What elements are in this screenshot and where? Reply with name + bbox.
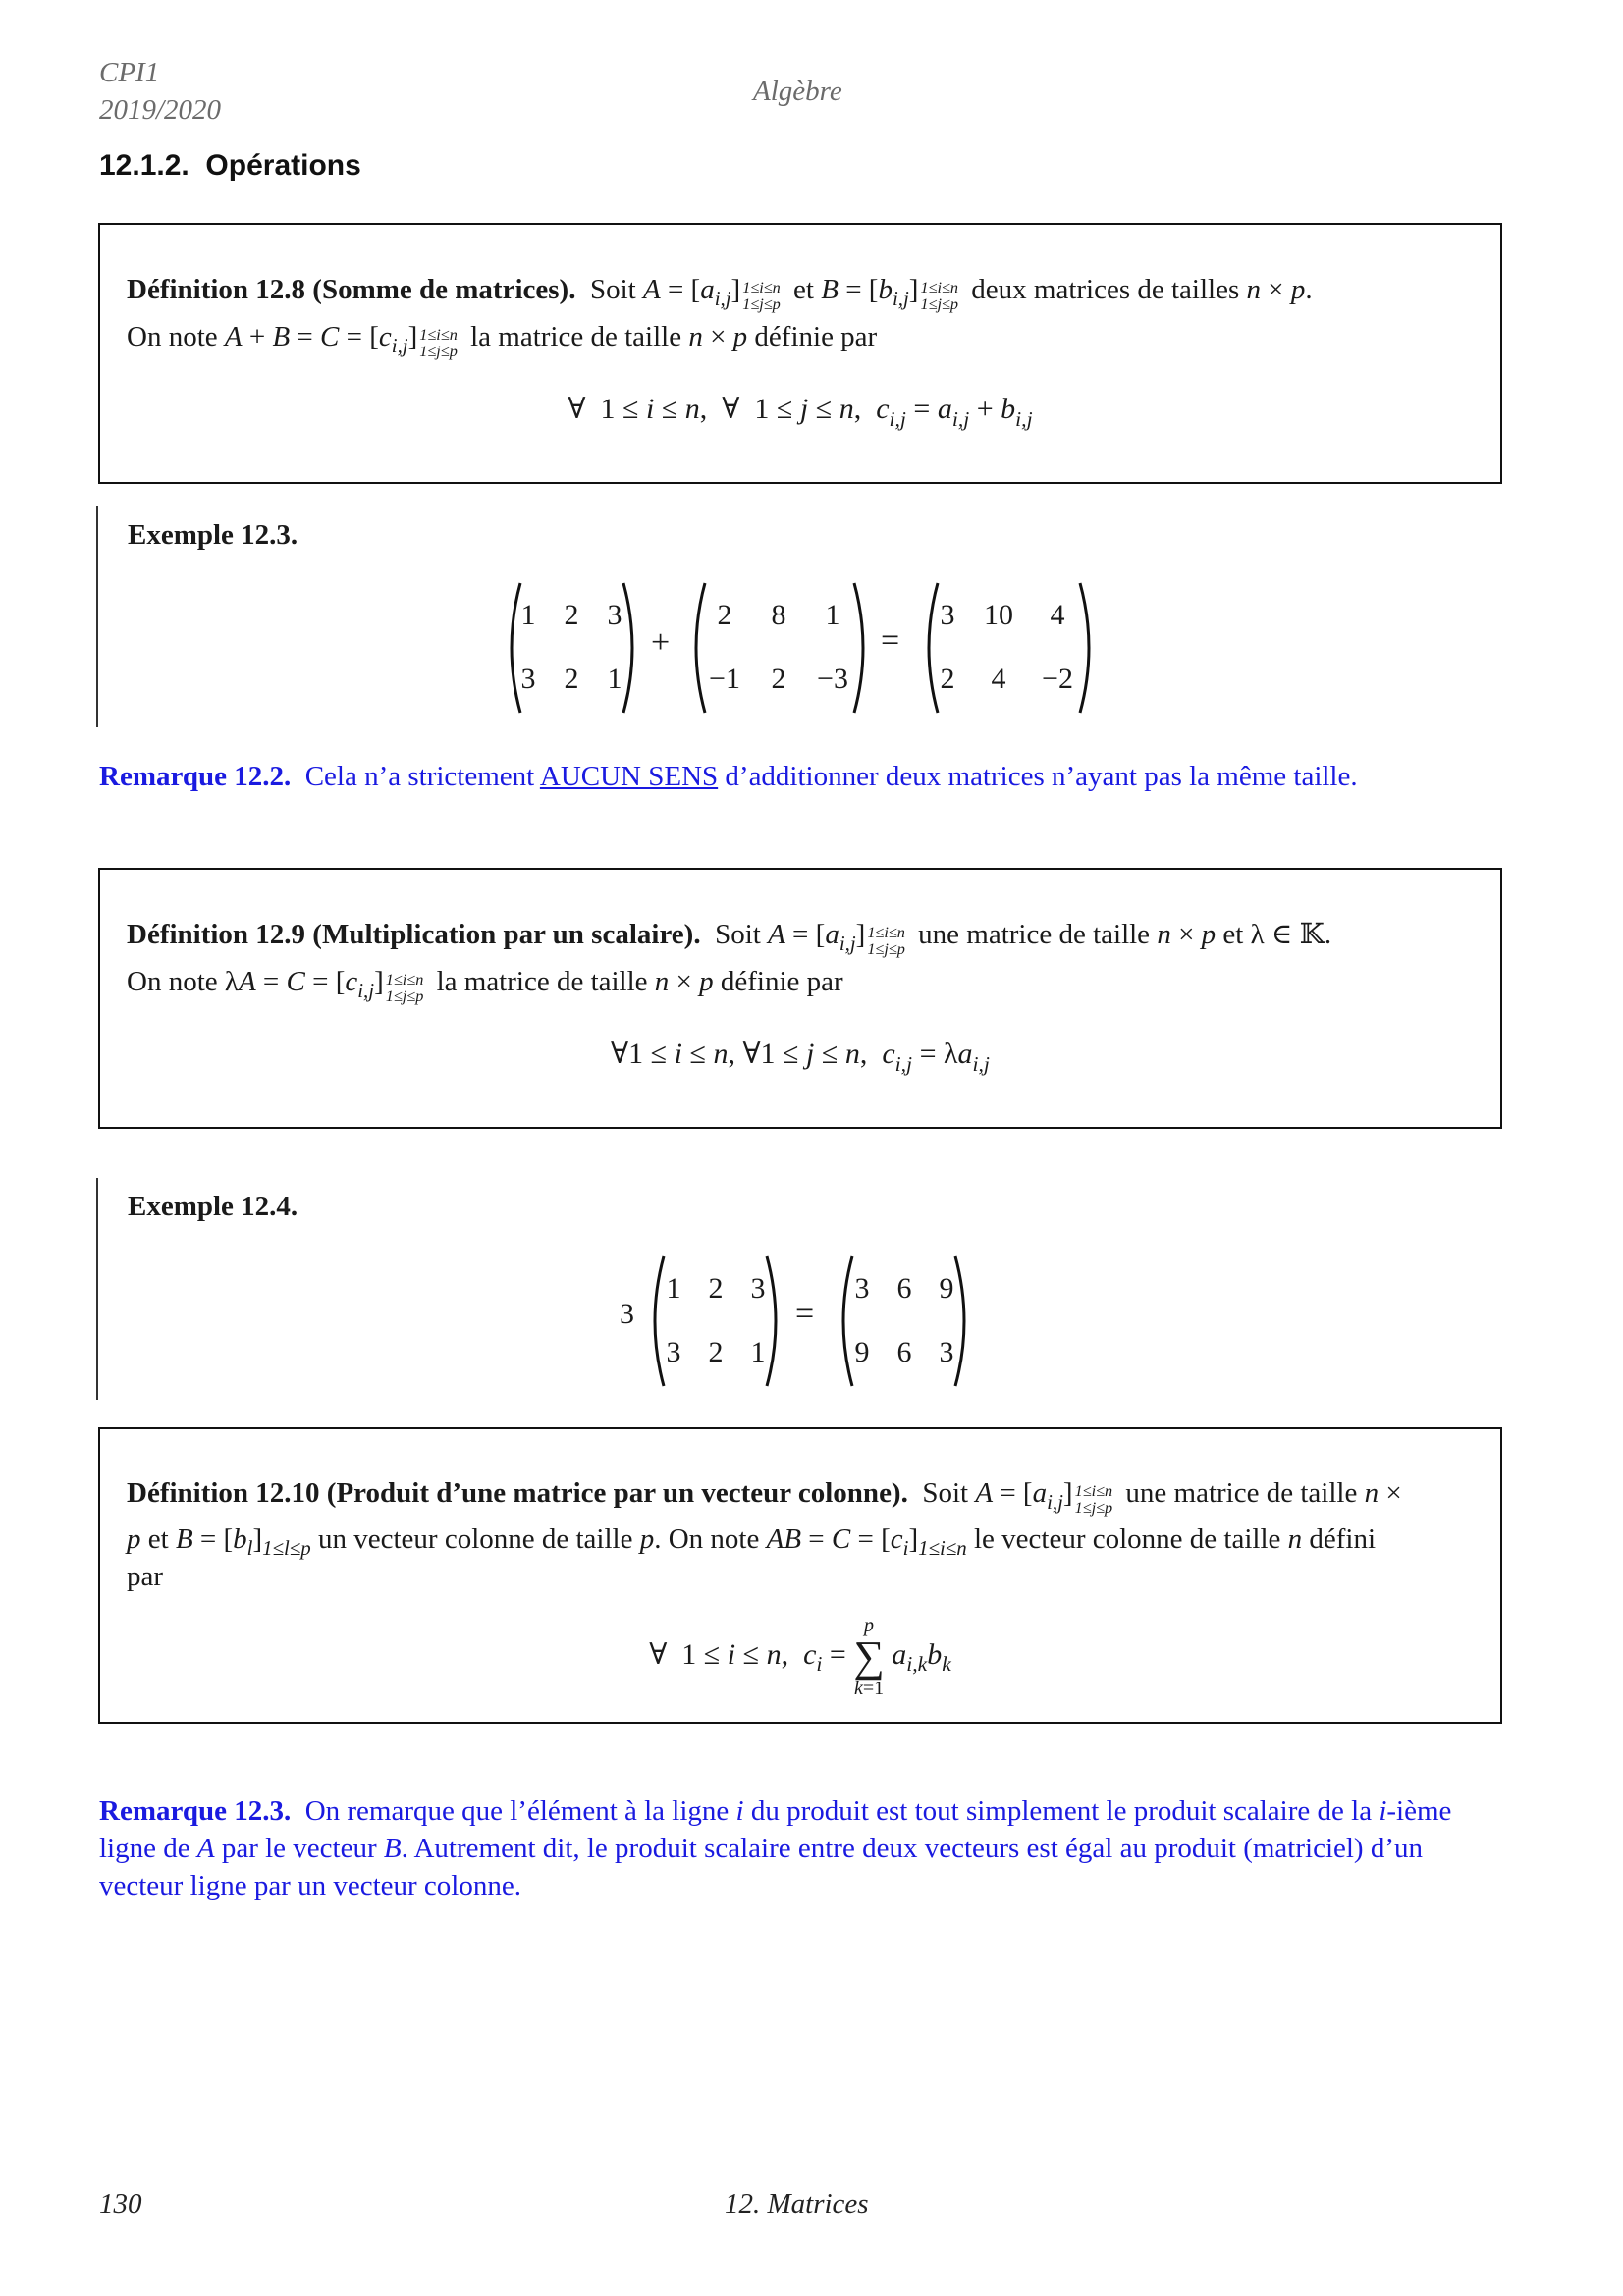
definition-12-10-line2: p et $B = [b_l]_{1\le l\le p}$ un vecteur colonne de taille p. On note AB = $C = [c_i]_{1\le i\le n}$ le vecteur colonne de taille n défini — [127, 1523, 1377, 1561]
matrix-cell: 1 — [520, 599, 536, 631]
definition-12-9-title: Définition 12.9 (Multiplication par un scalaire). — [127, 919, 701, 950]
example-12-3-matrix-1 — [501, 579, 643, 717]
definition-12-10-title: Définition 12.10 (Produit d’une matrice par un vecteur colonne). — [127, 1477, 908, 1509]
matrix-cell: 3 — [750, 1272, 766, 1305]
example-12-4-equation — [0, 1253, 1623, 1390]
definition-12-8-box — [98, 223, 1502, 484]
section-number: 12.1.2. — [99, 149, 189, 182]
definition-12-10-formula: ∀ 1 ≤ i ≤ n, $c_i$ = p ∑ k=1 $a_{i,k}b_k$ — [649, 1615, 951, 1699]
matrix-cell: 9 — [854, 1336, 870, 1368]
example-12-3-matrix-3 — [918, 579, 1100, 717]
matrix-cell: 3 — [939, 1336, 954, 1368]
remark-12-3-title: Remarque 12.3. — [99, 1795, 292, 1827]
matrix-cell: 3 — [854, 1272, 870, 1305]
matrix-cell: 2 — [940, 663, 955, 695]
matrix-cell: 6 — [896, 1272, 912, 1305]
example-12-3-matrix-2 — [685, 579, 874, 717]
subject-label: Algèbre — [753, 76, 842, 107]
equals-operator: = — [881, 622, 900, 659]
page-number: 130 — [99, 2188, 142, 2219]
example-12-3-title: Exemple 12.3. — [128, 519, 298, 551]
matrix-cell: 1 — [666, 1272, 681, 1305]
matrix-cell: 1 — [607, 663, 622, 695]
year-label: 2019/2020 — [99, 94, 222, 126]
definition-12-10-line1: Définition 12.10 (Produit d’une matrice par un vecteur colonne). Soit $A = [a_{i,j}]$ 1≤i≤n 1≤j≤p une matrice de taille n × — [127, 1477, 1402, 1518]
definition-12-8-title: Définition 12.8 (Somme de matrices). — [127, 274, 576, 305]
remark-12-3 — [99, 1792, 1451, 1904]
remark-12-3-line1: Remarque 12.3. On remarque que l’élément à la ligne i du produit est tout simplement le produit scalaire de la i-ième — [99, 1795, 1452, 1827]
matrix-cell: 3 — [940, 599, 955, 631]
matrix-cell: 3 — [607, 599, 622, 631]
section-title: Opérations — [205, 149, 361, 182]
matrix-cell: 6 — [896, 1336, 912, 1368]
matrix-cell: 2 — [564, 599, 579, 631]
matrix-cell: 4 — [991, 663, 1006, 695]
matrix-cell: 4 — [1050, 599, 1065, 631]
matrix-cell: 3 — [666, 1336, 681, 1368]
definition-12-8-line2: On note $A + B = C = [c_{i,j}]$ 1≤i≤n 1≤j≤p la matrice de taille n × p définie par — [127, 321, 878, 361]
definition-12-9-formula: ∀1 ≤ i ≤ n, ∀1 ≤ j ≤ n, $c_{i,j} = \lambda a_{i,j}$ — [611, 1038, 990, 1076]
section-heading — [99, 149, 361, 183]
matrix-cell: −2 — [1042, 663, 1073, 695]
example-12-4-title: Exemple 12.4. — [128, 1191, 298, 1222]
matrix-cell: 3 — [520, 663, 536, 695]
matrix-cell: 2 — [708, 1336, 724, 1368]
matrix-cell: 2 — [771, 663, 786, 695]
matrix-cell: 8 — [771, 599, 786, 631]
matrix-cell: 1 — [825, 599, 840, 631]
definition-12-10-line3: par — [127, 1561, 164, 1592]
example-12-4-matrix-1 — [644, 1253, 786, 1390]
chapter-footer: 12. Matrices — [725, 2188, 869, 2219]
plus-operator: + — [651, 624, 671, 661]
remark-12-3-line3: vecteur ligne par un vecteur colonne. — [99, 1870, 521, 1901]
matrix-cell: −3 — [817, 663, 848, 695]
example-12-4-matrix-2 — [833, 1253, 975, 1390]
remark-12-3-line2: ligne de A par le vecteur B. Autrement dit, le produit scalaire entre deux vecteurs est égal au produit (matriciel) d’un — [99, 1833, 1423, 1864]
emphasis-text: AUCUN SENS — [539, 761, 719, 792]
remark-12-2: Remarque 12.2. Cela n’a strictement AUCUN SENS d’additionner deux matrices n’ayant pas la même taille. — [99, 761, 1358, 792]
matrix-cell: 2 — [564, 663, 579, 695]
scalar-value: 3 — [620, 1298, 634, 1330]
remark-12-2-title: Remarque 12.2. — [99, 761, 292, 792]
equals-operator: = — [795, 1296, 815, 1332]
example-12-3-equation — [0, 579, 1623, 717]
course-label: CPI1 — [99, 57, 160, 88]
matrix-cell: 1 — [750, 1336, 766, 1368]
definition-12-9-box — [98, 868, 1502, 1129]
definition-12-9-line1: Définition 12.9 (Multiplication par un scalaire). Soit $A = [a_{i,j}]$ 1≤i≤n 1≤j≤p une matrice de taille n × p et λ ∈ 𝕂. — [127, 919, 1332, 959]
matrix-cell: 9 — [939, 1272, 954, 1305]
definition-12-10-box — [98, 1427, 1502, 1724]
matrix-cell: 2 — [717, 599, 732, 631]
definition-12-9-line2: On note $\lambda A = C = [c_{i,j}]$ 1≤i≤n 1≤j≤p la matrice de taille n × p définie par — [127, 966, 843, 1006]
definition-12-8-line1: Définition 12.8 (Somme de matrices). Soit $A = [a_{i,j}]$ 1≤i≤n 1≤j≤p et $B = [b_{i,j}]$ 1≤i≤n 1≤j≤p deux matrices de tailles n × p. — [127, 274, 1313, 314]
matrix-cell: 2 — [708, 1272, 724, 1305]
matrix-cell: −1 — [709, 663, 740, 695]
definition-12-8-formula: ∀ 1 ≤ i ≤ n, ∀ 1 ≤ j ≤ n, $c_{i,j} = a_{i,j} + b_{i,j}$ — [568, 393, 1033, 431]
matrix-cell: 10 — [984, 599, 1013, 631]
